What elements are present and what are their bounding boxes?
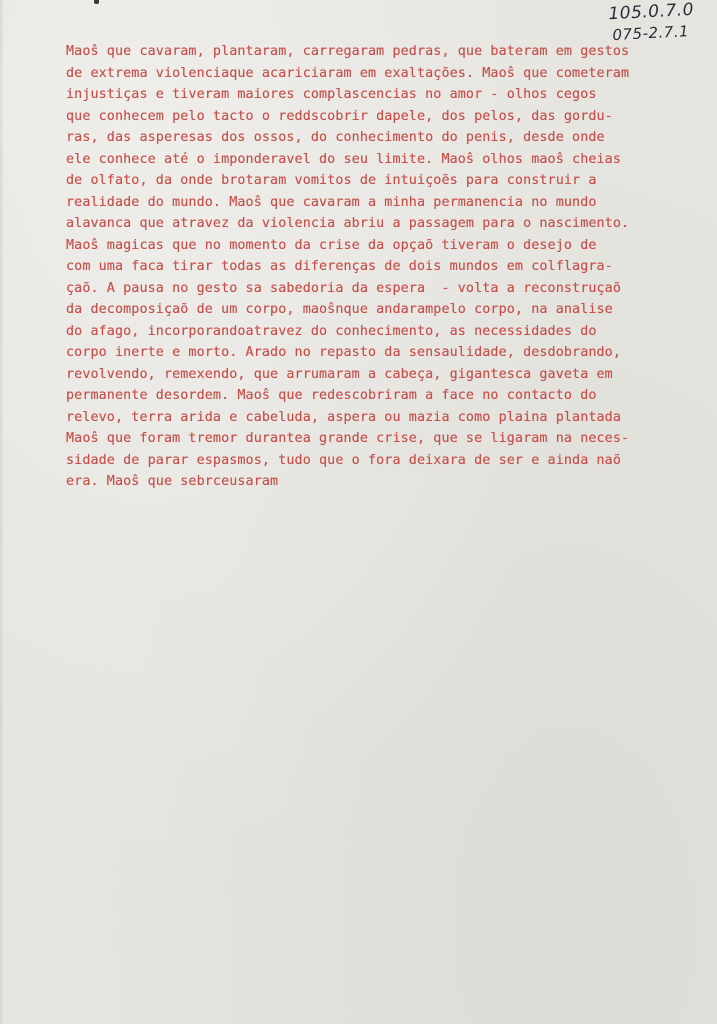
text-line-14: do afago, incorporandoatravez do conhecimento, as necessidades do (66, 323, 597, 339)
archive-code-primary: 105.0.7.0 (608, 0, 695, 25)
typed-poem-body (66, 41, 682, 493)
text-line-1: Maoŝ que cavaram, plantaram, carregaram pedras, que bateram em gestos (66, 44, 630, 59)
text-line-5: ras, das asperesas dos ossos, do conhecimento do penis, desde onde (66, 130, 605, 145)
text-line-21: era. Maoŝ que sebrceusaram (66, 474, 279, 489)
text-line-10: Maoŝ magicas que no momento da crise da opçaõ tiveram o desejo de (66, 237, 597, 253)
text-line-11: com uma faca tirar todas as diferenças de dois mundos em colflagra- (66, 259, 613, 274)
text-line-13: da decomposiçaõ de um corpo, maoŝnque andarampelo corpo, na analise (66, 302, 613, 317)
text-line-20: sidade de parar espasmos, tudo que o fora deixara de ser e ainda naõ (66, 452, 622, 468)
text-line-12: çaõ. A pausa no gesto sa sabedoria da espera - volta a reconstruçaõ (66, 280, 622, 296)
text-line-3: injustiças e tiveram maiores complascencias no amor - olhos cegos (66, 87, 597, 102)
page-edge-shadow (0, 0, 4, 1024)
text-line-7: de olfato, da onde brotaram vomitos de intuiçoẽs para construir a (66, 173, 597, 188)
text-line-18: relevo, terra arida e cabeluda, aspera ou mazia como plaina plantada (66, 409, 622, 425)
text-line-19: Maoŝ que foram tremor durantea grande crise, que se ligaram na neces- (66, 431, 630, 446)
text-line-6: ele conhece até o imponderavel do seu limite. Maoŝ olhos maoŝ cheias (66, 151, 622, 167)
text-line-16: revolvendo, remexendo, que arrumaram a cabeça, gigantesca gaveta em (66, 366, 613, 382)
text-line-15: corpo inerte e morto. Arado no repasto da sensaulidade, desdobrando, (66, 345, 622, 360)
corner-mark (94, 0, 99, 4)
text-line-8: realidade do mundo. Maoŝ que cavaram a minha permanencia no mundo (66, 194, 597, 210)
text-line-9: alavanca que atravez da violencia abriu a passagem para o nascimento. (66, 216, 630, 231)
text-line-17: permanente desordem. Maoŝ que redescobriram a face no contacto do (66, 388, 597, 403)
archive-code-secondary: 075-2.7.1 (612, 22, 690, 45)
archive-codes (608, 0, 696, 46)
text-line-4: que conhecem pelo tacto o reddscobrir dapele, dos pelos, das gordu- (66, 108, 613, 124)
text-line-2: de extrema violenciaque acariciaram em exaltações. Maoŝ que cometeram (66, 65, 630, 81)
